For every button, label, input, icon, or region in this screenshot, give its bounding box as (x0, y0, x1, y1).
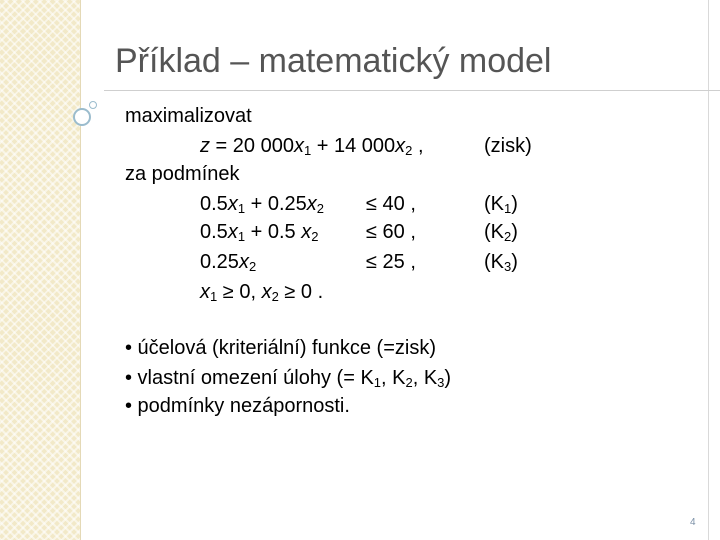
decorative-sidebar (0, 0, 80, 540)
constraint-3-lhs: $0.25x_2$ (200, 251, 257, 274)
constraint-3-rhs: ≤ 25 , (366, 251, 416, 273)
subject-to-label: za podmínek (125, 163, 240, 185)
objective-note: (zisk) (484, 135, 532, 157)
constraint-2-rhs: ≤ 60 , (366, 221, 416, 243)
constraint-3-tag: $(K_3)$ (484, 251, 518, 274)
bullet-nonnegativity: • podmínky nezápornosti. (125, 395, 350, 417)
decorative-circle-large (73, 108, 91, 126)
constraint-2-lhs: $0.5x_1 + 0.5$ $x_2$ (200, 221, 319, 244)
constraint-1-tag: $(K_1)$ (484, 193, 518, 216)
bullet-objective-function: • účelová (kriteriální) funkce (=zisk) (125, 337, 436, 359)
title-underline (104, 90, 720, 91)
decorative-circle-small (89, 101, 97, 109)
slide-title: Příklad – matematický model (115, 42, 552, 80)
constraint-1-rhs: ≤ 40 , (366, 193, 416, 215)
nonnegativity-constraint: $x_1 \ge 0$, $x_2 \ge 0$ . (200, 281, 324, 304)
objective-function: z = 20 $000x_1 + 14$ $000x_2$ , (200, 135, 424, 158)
page-number: 4 (690, 517, 696, 528)
constraint-2-tag: $(K_2)$ (484, 221, 518, 244)
constraint-1-lhs: $0.5x_1 + 0.25x_2$ (200, 193, 324, 216)
sidebar-edge (80, 0, 81, 540)
right-border-line (708, 0, 709, 540)
bullet-own-constraints: • vlastní omezení úlohy (= $K_1$, $K_2$, $K_3$) (125, 367, 452, 390)
maximize-label: maximalizovat (125, 105, 252, 127)
